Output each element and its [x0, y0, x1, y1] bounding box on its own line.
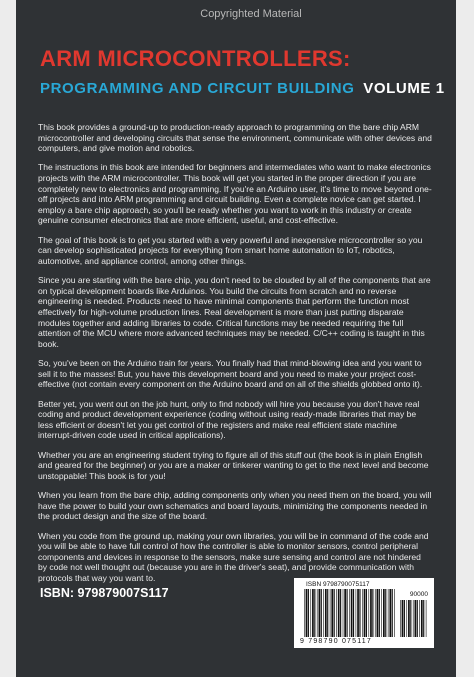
book-back-cover: [16, 0, 456, 677]
isbn-label: ISBN: 979879007S117: [40, 586, 169, 600]
book-subtitle: [40, 80, 445, 97]
subtitle-text: PROGRAMMING AND CIRCUIT BUILDING: [40, 80, 355, 97]
volume-label: VOLUME 1: [363, 80, 445, 97]
barcode: [294, 578, 434, 648]
barcode-digits: 9 798790 075117: [300, 638, 372, 645]
barcode-bars: [304, 589, 396, 637]
book-title: ARM MICROCONTROLLERS:: [40, 46, 351, 71]
watermark-text: Copyrighted Material: [200, 8, 302, 20]
paragraph: Whether you are an engineering student trying to figure all of this stuff out (the book is in plain English and geared for the beginner) or you are a maker or tinkerer wanting to get to the next level and become unstoppable! This book is for you!: [38, 449, 429, 481]
paragraph: When you code from the ground up, making your own libraries, you will be in command of the code and you will be able to have full control of how the controller is able to monitor sensors, control peripheral components and devices in response to the sensors, make sure sensing and control are not hindered by code not well thought out (because you are in the driver's seat), and provide communication with protocols that way you want to.: [38, 530, 429, 583]
paragraph: When you learn from the bare chip, adding components only when you need them on the board, you will have the power to build your own schematics and board layouts, minimizing the components needed in the product design and the size of the board.: [38, 490, 432, 522]
barcode-price-code: 90000: [409, 591, 428, 598]
paragraph: This book provides a ground-up to production-ready approach to programming on the bare chip ARM microcontroller and developing circuits that sense the environment, communicate with other devices and computers, and give motion and robotics.: [38, 122, 432, 154]
barcode-isbn-text: ISBN 9798790075117: [306, 581, 370, 588]
description-body: [38, 122, 432, 592]
paragraph: Since you are starting with the bare chip, you don't need to be clouded by all of the components that are on typical development boards like Arduinos. You build the circuits from scratch and no reverse engineering is needed. Products need to have minimal components that perform the function most effectively for high-volume production lines. Real development is more than just putting disparate modules together and adding libraries to code. Critical functions may be needed requiring the full attention of the MCU where more advanced techniques may be needed. C/C++ coding is taught in this book.: [38, 275, 431, 349]
paragraph: So, you've been on the Arduino train for years. You finally had that mind-blowing idea and you want to sell it to the masses! But, you have this development board and you need to make your project cost-effective (not contain every component on the Arduino board and on all of the shields globbed onto it).: [38, 358, 423, 390]
page-margin-left: [0, 0, 16, 677]
paragraph: The goal of this book is to get you started with a very powerful and inexpensive microcontroller so you can develop sophisticated projects for everything from smart home automation to IoT, robotics, automotive, and appliance control, among other things.: [38, 234, 423, 266]
page-margin-right: [456, 0, 474, 677]
barcode-addon-bars: [400, 600, 428, 637]
paragraph: Better yet, you went out on the job hunt, only to find nobody will hire you because you don't have real coding and product development experience (coding without using ready-made libraries that may be less efficient or doesn't let you get control of the registers and make real efficient state machine interrupt-driven code used in critical applications).: [38, 398, 420, 441]
paragraph: The instructions in this book are intended for beginners and intermediates who want to make electronics projects with the ARM microcontroller. This book will get you started in the proper direction if you are completely new to electronics and programming. If you're an Arduino user, it's time to move beyond one-off projects and into ARM programming and circuit building. Even a complete novice can get started. I employ a bare chip approach, so you'll be ready whether you want to work in this industry or create genuine consumer electronics that are more efficient, useful, and cost-effective.: [38, 162, 432, 226]
